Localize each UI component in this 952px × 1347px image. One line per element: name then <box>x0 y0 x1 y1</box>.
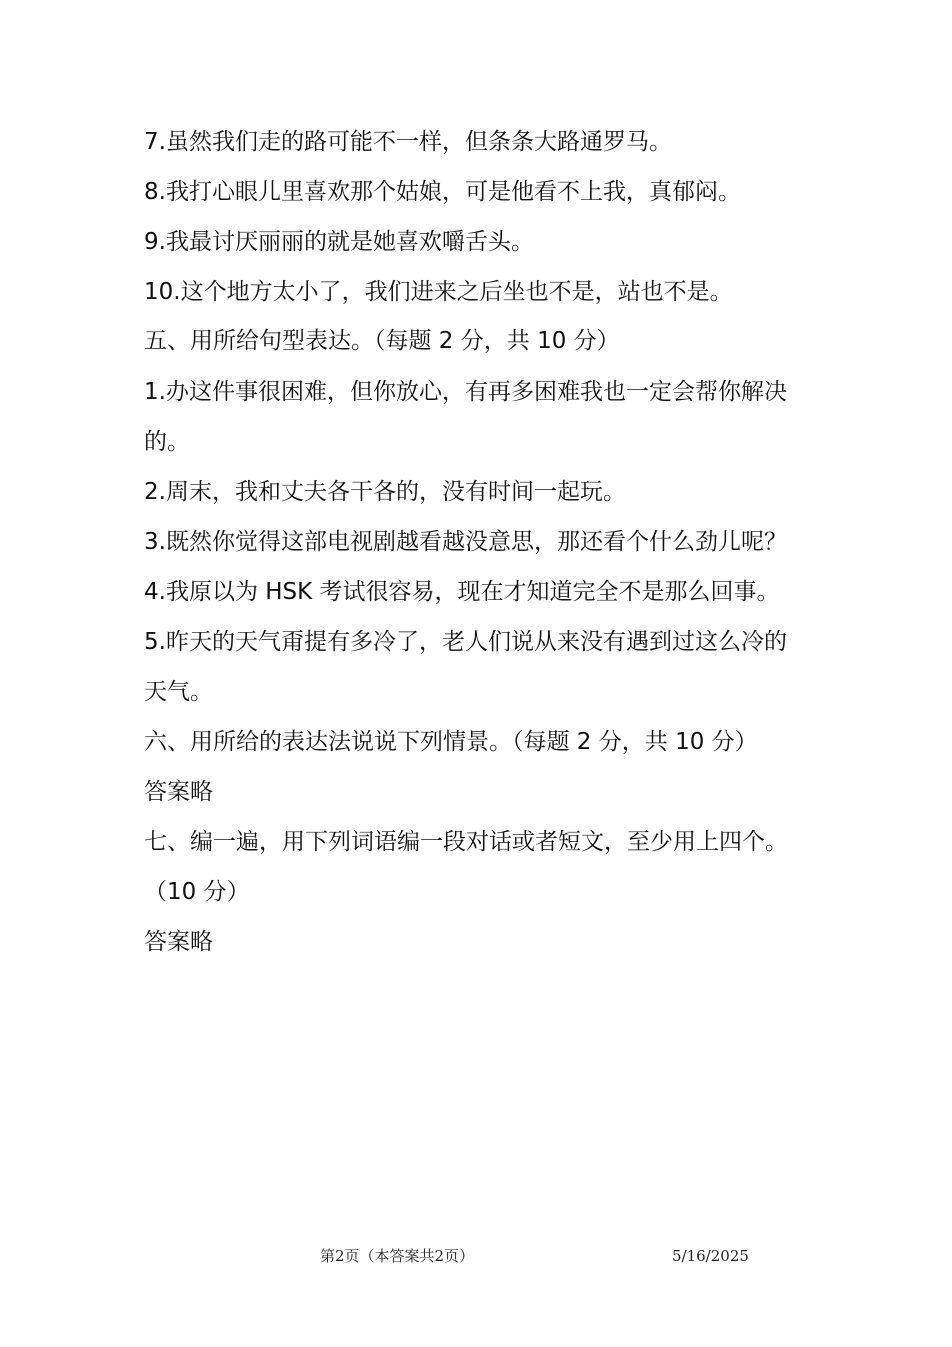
section-seven-heading: 七、编一遍，用下列词语编一段对话或者短文，至少用上四个。 <box>144 829 788 855</box>
footer-page-info: 第2页（本答案共2页） <box>320 1247 475 1265</box>
section-five-heading: 五、用所给句型表达。（每题 2 分，共 10 分） <box>144 328 620 354</box>
section-five-item-5-cont: 天气。 <box>144 679 213 705</box>
section-six-answer: 答案略 <box>144 779 213 805</box>
section-five-item-1: 1.办这件事很困难，但你放心，有再多困难我也一定会帮你解决 <box>144 379 787 405</box>
section-six-heading: 六、用所给的表达法说说下列情景。（每题 2 分，共 10 分） <box>144 729 758 755</box>
footer-date: 5/16/2025 <box>672 1247 749 1265</box>
section-seven-answer: 答案略 <box>144 929 213 955</box>
section-five-item-3: 3.既然你觉得这部电视剧越看越没意思，那还看个什么劲儿呢？ <box>144 529 787 555</box>
section-seven-heading-cont: （10 分） <box>144 879 250 905</box>
section-five-item-1-cont: 的。 <box>144 429 190 455</box>
answer-item-7: 7.虽然我们走的路可能不一样，但条条大路通罗马。 <box>144 129 672 155</box>
answer-item-8: 8.我打心眼儿里喜欢那个姑娘，可是他看不上我，真郁闷。 <box>144 179 741 205</box>
answer-item-9: 9.我最讨厌丽丽的就是她喜欢嚼舌头。 <box>144 229 534 255</box>
section-five-item-2: 2.周末，我和丈夫各干各的，没有时间一起玩。 <box>144 479 626 505</box>
section-five-item-5: 5.昨天的天气甭提有多冷了，老人们说从来没有遇到过这么冷的 <box>144 629 787 655</box>
section-five-item-4: 4.我原以为 HSK 考试很容易，现在才知道完全不是那么回事。 <box>144 579 780 605</box>
answer-item-10: 10.这个地方太小了，我们进来之后坐也不是，站也不是。 <box>144 279 733 305</box>
